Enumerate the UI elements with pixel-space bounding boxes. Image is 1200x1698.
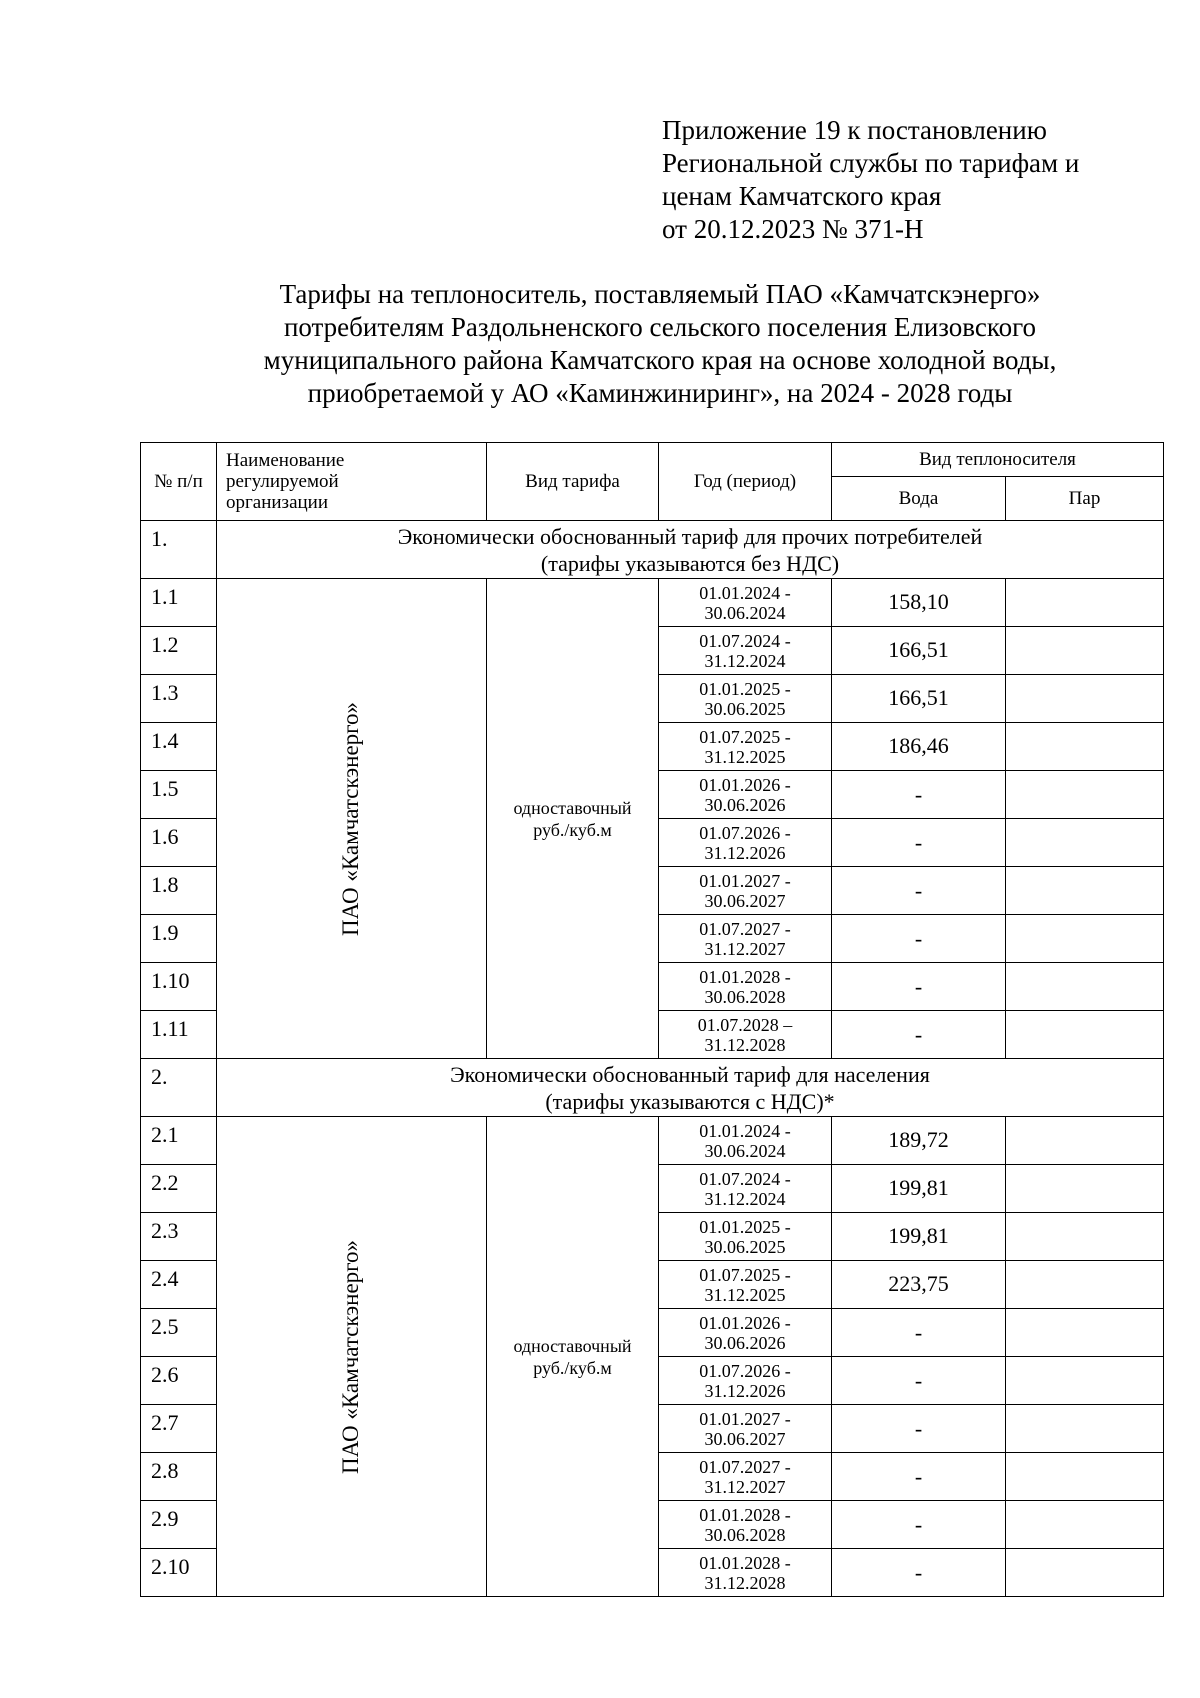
period-start: 01.01.2025 - [699, 1216, 791, 1237]
period-end: 31.12.2025 [704, 746, 786, 767]
row-number: 2.2 [141, 1165, 217, 1213]
section-title [217, 1059, 1164, 1117]
period-end: 30.06.2025 [704, 698, 786, 719]
section-title-line: Экономически обоснованный тариф для прочих потребителей [397, 523, 983, 549]
water-tariff: 186,46 [832, 723, 1006, 771]
water-tariff: 199,81 [832, 1213, 1006, 1261]
period-end: 31.12.2027 [704, 938, 786, 959]
period-start: 01.07.2024 - [699, 630, 791, 651]
period-cell [659, 1309, 832, 1357]
period-cell [659, 1357, 832, 1405]
tariff-kind [487, 579, 659, 1059]
period-cell [659, 1405, 832, 1453]
period-end: 31.12.2028 [704, 1034, 786, 1055]
header-carrier: Вид теплоносителя [832, 443, 1164, 477]
section-title-line: (тарифы указываются без НДС) [540, 550, 840, 576]
water-tariff: - [832, 771, 1006, 819]
steam-tariff [1006, 963, 1164, 1011]
tariff-kind [487, 1117, 659, 1597]
steam-tariff [1006, 1453, 1164, 1501]
water-tariff: 166,51 [832, 627, 1006, 675]
title-line: приобретаемой у АО «Каминжиниринг», на 2024 - 2028 годы [307, 378, 1013, 408]
row-number: 1.1 [141, 579, 217, 627]
period-cell [659, 1501, 832, 1549]
steam-tariff [1006, 1213, 1164, 1261]
period-start: 01.07.2025 - [699, 726, 791, 747]
water-tariff: - [832, 1549, 1006, 1597]
header-org-line: организации [226, 492, 329, 513]
period-cell [659, 771, 832, 819]
period-cell [659, 1117, 832, 1165]
row-number: 1.3 [141, 675, 217, 723]
period-cell [659, 1165, 832, 1213]
water-tariff: - [832, 819, 1006, 867]
header-organization [217, 443, 487, 521]
period-cell [659, 867, 832, 915]
section-number: 2. [141, 1059, 217, 1117]
row-number: 1.10 [141, 963, 217, 1011]
section-title-line: Экономически обоснованный тариф для населения [450, 1061, 930, 1087]
period-end: 30.06.2028 [704, 1524, 786, 1545]
tariff-kind-line: одноставочный [513, 797, 632, 818]
table-row [141, 1117, 1164, 1165]
water-tariff: - [832, 963, 1006, 1011]
steam-tariff [1006, 1261, 1164, 1309]
period-start: 01.01.2026 - [699, 774, 791, 795]
steam-tariff [1006, 1011, 1164, 1059]
water-tariff: - [832, 915, 1006, 963]
period-start: 01.01.2028 - [699, 966, 791, 987]
steam-tariff [1006, 579, 1164, 627]
period-end: 30.06.2026 [704, 1332, 786, 1353]
period-cell [659, 579, 832, 627]
row-number: 1.8 [141, 867, 217, 915]
steam-tariff [1006, 1117, 1164, 1165]
period-start: 01.01.2024 - [699, 1120, 791, 1141]
section-title [217, 521, 1164, 579]
row-number: 2.7 [141, 1405, 217, 1453]
tariff-kind-line: одноставочный [513, 1335, 632, 1356]
organization-name [217, 1117, 487, 1597]
row-number: 1.2 [141, 627, 217, 675]
water-tariff: 223,75 [832, 1261, 1006, 1309]
steam-tariff [1006, 1405, 1164, 1453]
steam-tariff [1006, 1501, 1164, 1549]
title-line: Тарифы на теплоноситель, поставляемый ПАО «Камчатскэнерго» [279, 279, 1041, 309]
period-start: 01.01.2028 - [699, 1552, 791, 1573]
period-end: 31.12.2025 [704, 1284, 786, 1305]
section-row [141, 1059, 1164, 1117]
row-number: 1.4 [141, 723, 217, 771]
header-tariff-kind: Вид тарифа [487, 443, 659, 521]
period-start: 01.01.2028 - [699, 1504, 791, 1525]
steam-tariff [1006, 1309, 1164, 1357]
period-end: 30.06.2028 [704, 986, 786, 1007]
appendix-line: от 20.12.2023 № 371-Н [662, 214, 924, 244]
row-number: 1.11 [141, 1011, 217, 1059]
period-start: 01.07.2027 - [699, 918, 791, 939]
water-tariff: 166,51 [832, 675, 1006, 723]
steam-tariff [1006, 1549, 1164, 1597]
water-tariff: 158,10 [832, 579, 1006, 627]
period-end: 30.06.2024 [704, 1140, 786, 1161]
steam-tariff [1006, 819, 1164, 867]
steam-tariff [1006, 1357, 1164, 1405]
tariff-table [140, 442, 1164, 1597]
period-cell [659, 1213, 832, 1261]
period-end: 30.06.2027 [704, 1428, 786, 1449]
row-number: 1.5 [141, 771, 217, 819]
period-start: 01.07.2024 - [699, 1168, 791, 1189]
row-number: 2.1 [141, 1117, 217, 1165]
period-cell [659, 627, 832, 675]
steam-tariff [1006, 1165, 1164, 1213]
header-row [141, 443, 1164, 477]
period-cell [659, 723, 832, 771]
steam-tariff [1006, 915, 1164, 963]
period-start: 01.01.2027 - [699, 1408, 791, 1429]
period-cell [659, 915, 832, 963]
period-end: 30.06.2024 [704, 602, 786, 623]
section-row [141, 521, 1164, 579]
section-title-line: (тарифы указываются с НДС)* [545, 1088, 835, 1114]
title-line: муниципального района Камчатского края на основе холодной воды, [263, 345, 1057, 375]
period-cell [659, 819, 832, 867]
row-number: 2.6 [141, 1357, 217, 1405]
row-number: 2.8 [141, 1453, 217, 1501]
steam-tariff [1006, 771, 1164, 819]
row-number: 1.6 [141, 819, 217, 867]
header-water: Вода [832, 477, 1006, 521]
period-end: 31.12.2026 [704, 842, 786, 863]
section-number: 1. [141, 521, 217, 579]
header-steam: Пар [1006, 477, 1164, 521]
appendix-line: ценам Камчатского края [662, 181, 942, 211]
water-tariff: - [832, 1453, 1006, 1501]
water-tariff: - [832, 1501, 1006, 1549]
document-title [160, 278, 1160, 410]
period-start: 01.01.2025 - [699, 678, 791, 699]
row-number: 2.5 [141, 1309, 217, 1357]
period-end: 30.06.2025 [704, 1236, 786, 1257]
period-cell [659, 675, 832, 723]
header-num: № п/п [141, 443, 217, 521]
water-tariff: - [832, 1011, 1006, 1059]
header-org-line: Наименование [226, 450, 345, 471]
organization-label: ПАО «Камчатскэнерго» [338, 1239, 364, 1474]
water-tariff: - [832, 1357, 1006, 1405]
period-cell [659, 1549, 832, 1597]
period-start: 01.07.2027 - [699, 1456, 791, 1477]
water-tariff: - [832, 1309, 1006, 1357]
water-tariff: 189,72 [832, 1117, 1006, 1165]
appendix-reference [662, 114, 1079, 246]
row-number: 1.9 [141, 915, 217, 963]
tariff-kind-line: руб./куб.м [533, 819, 612, 840]
period-cell [659, 1011, 832, 1059]
period-cell [659, 1261, 832, 1309]
period-start: 01.01.2027 - [699, 870, 791, 891]
steam-tariff [1006, 723, 1164, 771]
header-org-line: регулируемой [226, 471, 339, 492]
period-start: 01.01.2026 - [699, 1312, 791, 1333]
steam-tariff [1006, 627, 1164, 675]
period-end: 31.12.2024 [704, 1188, 786, 1209]
period-end: 31.12.2024 [704, 650, 786, 671]
row-number: 2.3 [141, 1213, 217, 1261]
period-end: 31.12.2028 [704, 1572, 786, 1593]
period-cell [659, 963, 832, 1011]
period-end: 31.12.2027 [704, 1476, 786, 1497]
period-start: 01.07.2028 – [697, 1014, 793, 1035]
header-period: Год (период) [659, 443, 832, 521]
period-start: 01.01.2024 - [699, 582, 791, 603]
organization-label: ПАО «Камчатскэнерго» [338, 701, 364, 936]
row-number: 2.9 [141, 1501, 217, 1549]
row-number: 2.10 [141, 1549, 217, 1597]
row-number: 2.4 [141, 1261, 217, 1309]
water-tariff: - [832, 1405, 1006, 1453]
water-tariff: 199,81 [832, 1165, 1006, 1213]
steam-tariff [1006, 867, 1164, 915]
period-end: 30.06.2027 [704, 890, 786, 911]
title-line: потребителям Раздольненского сельского поселения Елизовского [283, 312, 1037, 342]
appendix-line: Региональной службы по тарифам и [662, 148, 1080, 178]
period-start: 01.07.2026 - [699, 1360, 791, 1381]
organization-name [217, 579, 487, 1059]
period-start: 01.07.2025 - [699, 1264, 791, 1285]
period-start: 01.07.2026 - [699, 822, 791, 843]
period-cell [659, 1453, 832, 1501]
period-end: 30.06.2026 [704, 794, 786, 815]
period-end: 31.12.2026 [704, 1380, 786, 1401]
steam-tariff [1006, 675, 1164, 723]
tariff-kind-line: руб./куб.м [533, 1357, 612, 1378]
table-row [141, 579, 1164, 627]
appendix-line: Приложение 19 к постановлению [662, 115, 1047, 145]
water-tariff: - [832, 867, 1006, 915]
